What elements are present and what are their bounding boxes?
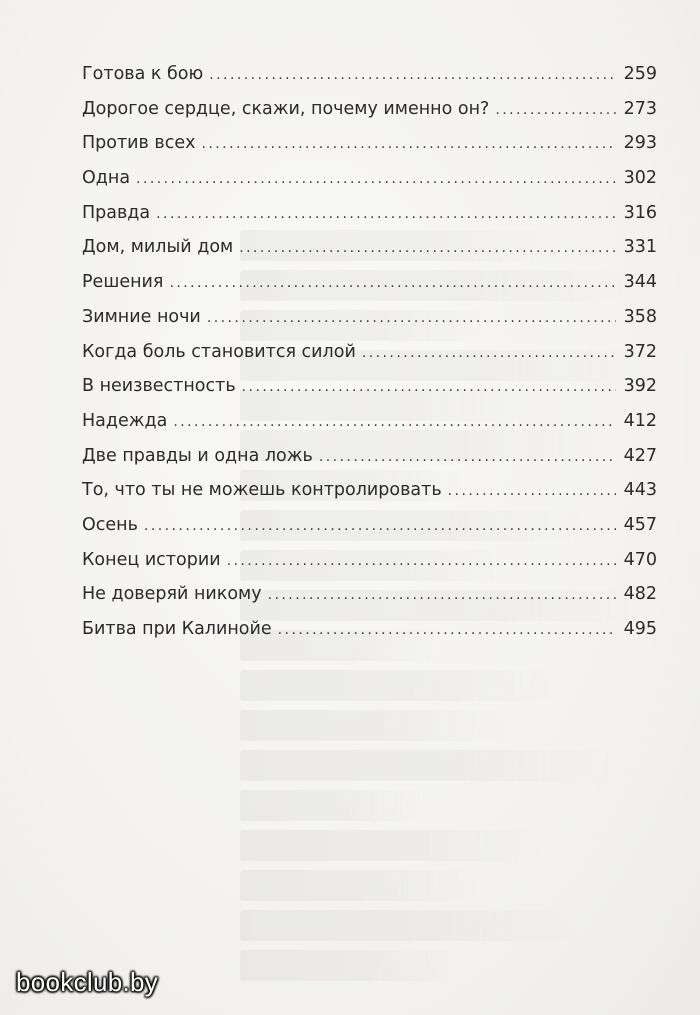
dot-leader	[207, 310, 616, 326]
toc-entry-page: 344	[623, 272, 657, 293]
toc-entry-page: 316	[623, 202, 657, 223]
toc-entry-page: 457	[623, 514, 657, 535]
toc-entry-page: 358	[623, 306, 657, 327]
dot-leader	[362, 345, 616, 361]
toc-entry-title: В неизвестность	[82, 376, 236, 397]
toc-entry-page: 427	[623, 445, 657, 466]
toc-entry-title: Против всех	[82, 133, 196, 154]
toc-entry-page: 372	[623, 341, 657, 362]
dot-leader	[268, 587, 616, 603]
toc-entry	[82, 584, 657, 619]
toc-entry-title: Битва при Калинойе	[82, 619, 272, 639]
toc-entry-page: 331	[623, 237, 657, 258]
toc-entry	[82, 64, 657, 99]
dot-leader	[169, 275, 615, 291]
toc-entry-page: 293	[623, 133, 657, 154]
toc-entry-title: Решения	[82, 272, 164, 293]
dot-leader	[242, 379, 616, 395]
toc-entry-title: Конец истории	[82, 549, 221, 570]
toc-entry-title: Осень	[82, 514, 138, 535]
toc-entry	[82, 99, 657, 134]
toc-entry	[82, 133, 657, 168]
toc-entry-page: 392	[623, 376, 657, 397]
toc-entry-page: 495	[623, 619, 657, 639]
toc-entry	[82, 376, 657, 411]
dot-leader	[227, 553, 616, 569]
toc-entry-title: Дорогое сердце, скажи, почему именно он?	[82, 98, 490, 119]
dot-leader	[136, 171, 616, 187]
dot-leader	[495, 102, 615, 118]
toc-entry	[82, 619, 657, 654]
dot-leader	[156, 206, 615, 222]
toc-entry	[82, 411, 657, 446]
toc-entry	[82, 550, 657, 585]
toc-entry	[82, 480, 657, 515]
toc-entry-page: 302	[623, 168, 657, 189]
toc-entry-title: Зимние ночи	[82, 306, 201, 327]
toc-entry	[82, 203, 657, 238]
toc-entry	[82, 342, 657, 377]
toc-entry-page: 470	[623, 549, 657, 570]
toc-entry-title: Когда боль становится силой	[82, 341, 356, 362]
toc-entry	[82, 515, 657, 550]
toc-entry	[82, 237, 657, 272]
toc-entry	[82, 446, 657, 481]
toc-entry-page: 273	[623, 98, 657, 119]
dot-leader	[448, 483, 616, 499]
toc-entry-page: 412	[623, 410, 657, 431]
toc-entry	[82, 272, 657, 307]
toc-entry	[82, 307, 657, 342]
toc-entry-page: 482	[623, 584, 657, 605]
dot-leader	[239, 240, 615, 256]
toc-entry-title: Две правды и одна ложь	[82, 445, 313, 466]
toc-entry-title: Одна	[82, 168, 131, 189]
dot-leader	[278, 622, 616, 638]
toc-entry-title: Не доверяй никому	[82, 584, 262, 605]
table-of-contents	[82, 64, 657, 654]
toc-entry-title: Дом, милый дом	[82, 237, 234, 258]
toc-entry-title: Надежда	[82, 410, 168, 431]
toc-entry-title: Правда	[82, 202, 151, 223]
dot-leader	[201, 136, 615, 152]
dot-leader	[173, 414, 615, 430]
toc-entry	[82, 168, 657, 203]
site-watermark: bookclub.by	[16, 967, 159, 997]
dot-leader	[319, 449, 616, 465]
toc-entry-title: Готова к бою	[82, 64, 204, 84]
toc-entry-page: 443	[623, 480, 657, 501]
toc-entry-title: То, что ты не можешь контролировать	[82, 480, 442, 501]
dot-leader	[209, 67, 615, 83]
dot-leader	[144, 518, 616, 534]
toc-entry-page: 259	[623, 64, 657, 84]
